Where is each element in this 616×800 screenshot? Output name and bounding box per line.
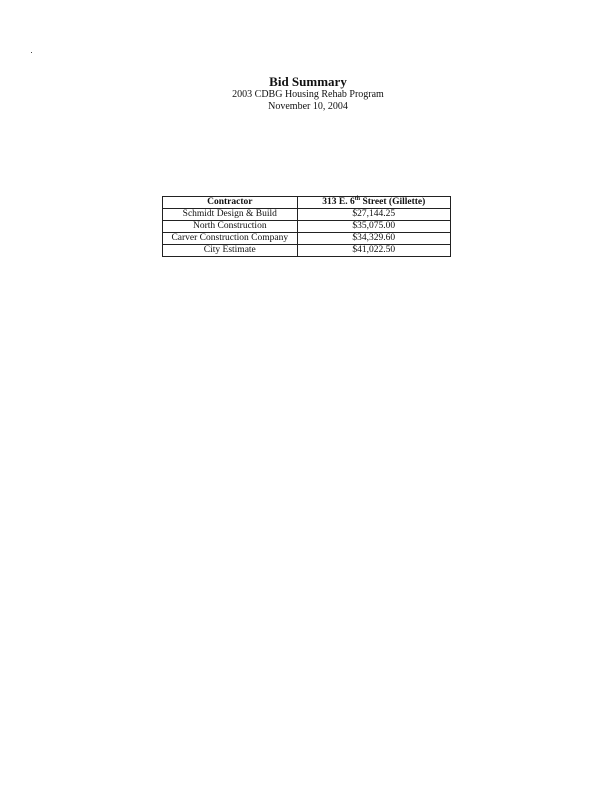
scan-speck bbox=[31, 52, 32, 53]
address-rest: Street (Gillette) bbox=[360, 197, 426, 207]
document-date: November 10, 2004 bbox=[268, 101, 348, 112]
table-row bbox=[163, 245, 451, 257]
address-ordinal-suffix: th bbox=[354, 195, 361, 202]
table-header-row bbox=[163, 197, 451, 209]
program-name: 2003 CDBG Housing Rehab Program bbox=[232, 89, 384, 100]
contractor-name: North Construction bbox=[163, 221, 298, 233]
bid-amount: $34,329.60 bbox=[297, 233, 450, 245]
contractor-name: Carver Construction Company bbox=[163, 233, 298, 245]
bid-amount: $27,144.25 bbox=[297, 209, 450, 221]
contractor-name: City Estimate bbox=[163, 245, 298, 257]
bid-amount: $41,022.50 bbox=[297, 245, 450, 257]
bid-amount: $35,075.00 bbox=[297, 221, 450, 233]
contractor-name: Schmidt Design & Build bbox=[163, 209, 298, 221]
address-column-header bbox=[297, 197, 450, 209]
table-row bbox=[163, 233, 451, 245]
contractor-column-header: Contractor bbox=[163, 197, 298, 209]
table-row bbox=[163, 209, 451, 221]
document-header bbox=[0, 74, 616, 113]
table-row bbox=[163, 221, 451, 233]
document-title: Bid Summary bbox=[269, 74, 347, 89]
address-prefix: 313 E. 6 bbox=[322, 197, 355, 207]
bid-table bbox=[162, 196, 451, 257]
